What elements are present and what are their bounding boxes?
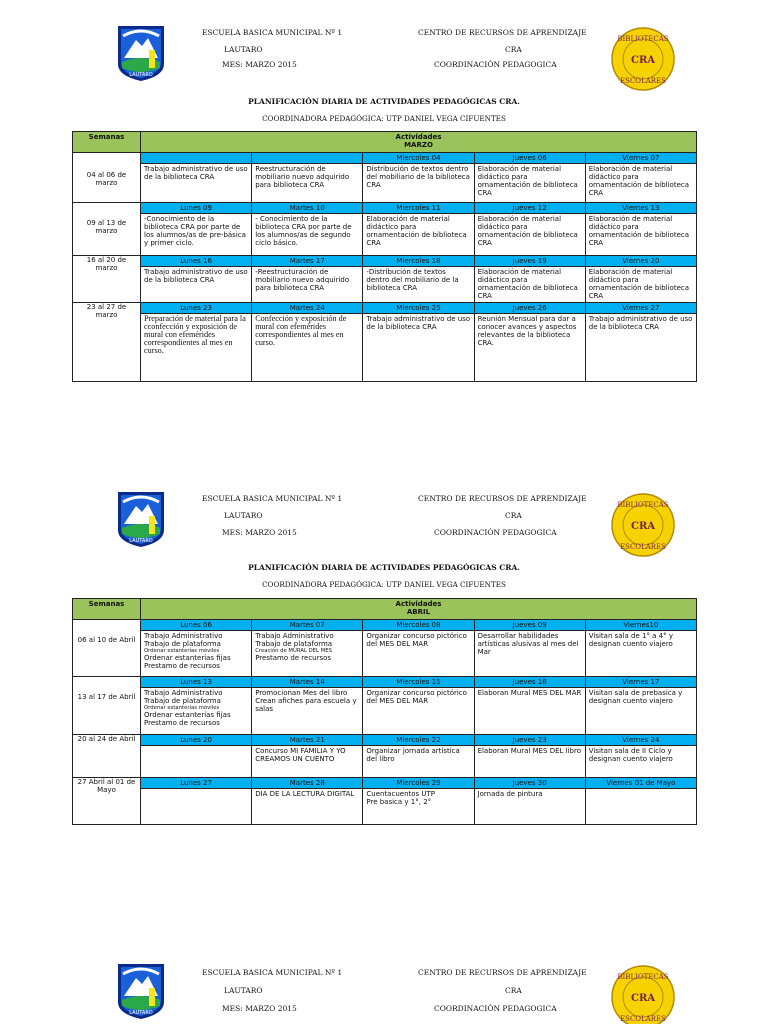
activity-line: Organizar jornada artística del libro xyxy=(366,747,460,763)
cra-seal-logo xyxy=(610,26,676,92)
activity-cell xyxy=(585,789,696,825)
activity-cell: Elaboración de material didáctico para ornamentación de biblioteca CRA xyxy=(363,214,474,256)
document-subtitle: COORDINADORA PEDAGÓGICA: UTP DANIEL VEGA CIFUENTES xyxy=(262,114,506,123)
activity-row xyxy=(73,214,697,256)
page-section-next xyxy=(0,962,768,1024)
activity-cell: Reunión Mensual para dar a conocer avances y aspectos relevantes de la biblioteca CRA. xyxy=(474,314,585,382)
cra-label: CRA xyxy=(505,986,522,995)
center-name: CENTRO DE RECURSOS DE APRENDIZAJE xyxy=(418,28,587,37)
activity-cell: Elaboración de material didáctico para ornamentación de biblioteca CRA xyxy=(585,214,696,256)
day-label: Viernes 20 xyxy=(585,256,696,267)
activity-cell: Elaboración de material didáctico para ornamentación de biblioteca CRA xyxy=(585,267,696,303)
activity-line: Crean afiches para escuela y salas xyxy=(255,697,357,713)
activity-line: Creación de MURAL DEL MES xyxy=(255,648,332,654)
document-header xyxy=(0,490,768,552)
svg-text:LAUTARO: LAUTARO xyxy=(129,538,153,544)
activity-line: Jornada de pintura xyxy=(477,790,543,798)
activity-cell xyxy=(474,746,585,778)
week-range: 04 al 06 de marzo xyxy=(73,153,141,203)
day-label: Viernes 27 xyxy=(585,303,696,314)
activity-line: Prestamo de recursos xyxy=(144,719,220,727)
activity-cell xyxy=(141,746,252,778)
activity-cell: Elaboración de material didáctico para ornamentación de biblioteca CRA xyxy=(585,164,696,203)
day-label: Jueves 26 xyxy=(474,303,585,314)
activity-line: Trabajo de plataforma xyxy=(255,640,333,648)
day-label: Lunes 13 xyxy=(141,677,252,688)
activity-row xyxy=(73,789,697,825)
activity-cell: Elaboración de material didáctico para ornamentación de biblioteca CRA xyxy=(474,214,585,256)
activity-line: Concurso MI FAMILIA Y YO CREAMOS UN CUENTO xyxy=(255,747,346,763)
activity-line: Ordenar estanterías fijas xyxy=(144,711,231,719)
activity-row xyxy=(73,746,697,778)
column-header-activities: Actividades ABRIL xyxy=(141,599,697,620)
day-label: Jueves 19 xyxy=(474,256,585,267)
day-header-row xyxy=(73,778,697,789)
activity-cell xyxy=(585,688,696,735)
activity-row xyxy=(73,631,697,677)
activity-cell xyxy=(474,789,585,825)
activity-line: DIA DE LA LECTURA DIGITAL xyxy=(255,790,355,798)
day-label: Miercoles 15 xyxy=(363,677,474,688)
activity-line: Visitan sala de 1° a 4° y designan cuento viajero xyxy=(588,632,674,648)
activity-line: Visitan sala de prebasica y designan cuento viajero xyxy=(588,689,683,705)
cra-seal-logo xyxy=(610,964,676,1024)
activity-cell xyxy=(252,688,363,735)
day-label: Jueves 09 xyxy=(474,620,585,631)
week-range: 16 al 20 de marzo xyxy=(73,256,141,303)
activity-cell xyxy=(141,688,252,735)
column-header-weeks: Semanas xyxy=(73,599,141,620)
page-section-marzo xyxy=(0,24,768,355)
activity-row xyxy=(73,314,697,382)
day-label: Miercoles 18 xyxy=(363,256,474,267)
day-label: Martes 10 xyxy=(252,203,363,214)
svg-text:CRA: CRA xyxy=(630,993,656,1004)
day-label: Lunes 06 xyxy=(141,620,252,631)
activity-line: Elaboran Mural MES DEL MAR xyxy=(477,689,582,697)
school-city: LAUTARO xyxy=(224,45,263,54)
month-label: MES: MARZO 2015 xyxy=(222,1004,297,1013)
document-header xyxy=(0,962,768,1024)
svg-text:ESCOLARES: ESCOLARES xyxy=(620,1015,666,1023)
day-label: Miercoles 25 xyxy=(363,303,474,314)
activity-cell xyxy=(363,789,474,825)
activity-line: Cuentacuentos UTP xyxy=(366,790,436,798)
activity-cell xyxy=(252,789,363,825)
document-title: PLANIFICACIÓN DIARIA DE ACTIVIDADES PEDAGÓGICAS CRA. xyxy=(248,563,520,572)
activity-line: Trabajo Administrativo xyxy=(144,632,223,640)
day-label: Martes 21 xyxy=(252,735,363,746)
activity-cell xyxy=(474,688,585,735)
day-label: Martes 07 xyxy=(252,620,363,631)
day-label: Viernes 17 xyxy=(585,677,696,688)
day-label xyxy=(252,153,363,164)
month-label: MES: MARZO 2015 xyxy=(222,60,297,69)
activity-line: Elaboran Mural MES DEL libro xyxy=(477,747,581,755)
month-label: MES: MARZO 2015 xyxy=(222,528,297,537)
activity-cell: Elaboración de material didáctico para ornamentación de biblioteca CRA xyxy=(474,267,585,303)
day-label: Miercoles 04 xyxy=(363,153,474,164)
activity-cell xyxy=(141,631,252,677)
activity-cell: - Conocimiento de la biblioteca CRA por parte de los alumnos/as de segundo ciclo básico. xyxy=(252,214,363,256)
svg-text:ESCOLARES: ESCOLARES xyxy=(620,543,666,551)
document-subtitle: COORDINADORA PEDAGÓGICA: UTP DANIEL VEGA CIFUENTES xyxy=(262,580,506,589)
day-label: Martes 28 xyxy=(252,778,363,789)
day-label: Jueves 06 xyxy=(474,153,585,164)
svg-text:BIBLIOTECAS: BIBLIOTECAS xyxy=(617,35,669,43)
day-label: Viernes 01 de Mayo xyxy=(585,778,696,789)
activity-row xyxy=(73,688,697,735)
day-header-row xyxy=(73,153,697,164)
day-label: Lunes 23 xyxy=(141,303,252,314)
activity-cell: Trabajo administrativo de uso de la biblioteca CRA xyxy=(585,314,696,382)
activity-line: Trabajo Administrativo xyxy=(255,632,334,640)
activity-cell: Preparación de material para la cconfección y exposición de mural con efemérides correspondientes al mes en curso. xyxy=(141,314,252,382)
day-label: Viernes 07 xyxy=(585,153,696,164)
svg-text:ESCOLARES: ESCOLARES xyxy=(620,77,666,85)
day-label: Jueves 30 xyxy=(474,778,585,789)
planning-table-abril xyxy=(72,598,697,825)
activity-cell: Distribución de textos dentro del mobiliario de la biblioteca CRA xyxy=(363,164,474,203)
center-name: CENTRO DE RECURSOS DE APRENDIZAJE xyxy=(418,494,587,503)
activity-cell: -Distribución de textos dentro del mobiliario de la biblioteca CRA xyxy=(363,267,474,303)
svg-text:LAUTARO: LAUTARO xyxy=(129,1010,153,1016)
activity-cell: Confección y exposición de mural con efemérides correspondientes al mes en curso. xyxy=(252,314,363,382)
activity-cell: Trabajo administrativo de uso de la biblioteca CRA xyxy=(141,164,252,203)
column-header-weeks: Semanas xyxy=(73,132,141,153)
activity-cell xyxy=(252,631,363,677)
activity-cell xyxy=(585,631,696,677)
activity-cell: Reestructuración de mobiliario nuevo adquirido para biblioteca CRA xyxy=(252,164,363,203)
svg-text:LAUTARO: LAUTARO xyxy=(129,72,153,78)
day-label: Jueves 23 xyxy=(474,735,585,746)
activity-line: Trabajo Administrativo xyxy=(144,689,223,697)
day-label: Lunes 09 xyxy=(141,203,252,214)
activity-cell: -Conocimiento de la biblioteca CRA por parte de los alumnos/as de pre-básica y primer ciclo. xyxy=(141,214,252,256)
activity-line: Trabajo de plataforma xyxy=(144,697,221,705)
day-label: Jueves 12 xyxy=(474,203,585,214)
cra-seal-logo xyxy=(610,492,676,558)
week-range: 27 Abril al 01 de Mayo xyxy=(73,778,141,825)
activity-cell xyxy=(585,746,696,778)
coordination-label: COORDINACIÓN PEDAGOGICA xyxy=(434,1004,557,1013)
page-section-abril xyxy=(0,490,768,806)
activity-cell xyxy=(252,746,363,778)
day-label: Miercoles 22 xyxy=(363,735,474,746)
svg-text:BIBLIOTECAS: BIBLIOTECAS xyxy=(617,973,669,981)
activity-cell xyxy=(474,631,585,677)
table-header-row xyxy=(73,599,697,620)
day-label: Viernes 24 xyxy=(585,735,696,746)
day-label: Miercoles 29 xyxy=(363,778,474,789)
column-header-activities: Actividades MARZO xyxy=(141,132,697,153)
center-name: CENTRO DE RECURSOS DE APRENDIZAJE xyxy=(418,968,587,977)
school-logo xyxy=(116,962,166,1020)
school-logo xyxy=(116,490,166,548)
school-logo xyxy=(116,24,166,82)
activity-line: Prestamo de recursos xyxy=(144,662,220,670)
school-city: LAUTARO xyxy=(224,986,263,995)
day-header-row xyxy=(73,677,697,688)
school-name: ESCUELA BASICA MUNICIPAL Nº 1 xyxy=(202,494,343,503)
document-title: PLANIFICACIÓN DIARIA DE ACTIVIDADES PEDAGÓGICAS CRA. xyxy=(248,97,520,106)
day-label: Lunes 20 xyxy=(141,735,252,746)
planning-table-marzo xyxy=(72,131,697,382)
activity-line: Ordenar estanterías fijas xyxy=(144,654,231,662)
day-header-row xyxy=(73,620,697,631)
activity-row xyxy=(73,164,697,203)
day-label: Viernes 13 xyxy=(585,203,696,214)
activity-line: Ordenar estanterías móviles xyxy=(144,705,220,711)
activity-line: Trabajo de plataforma xyxy=(144,640,221,648)
week-range: 13 al 17 de Abril xyxy=(73,677,141,735)
school-name: ESCUELA BASICA MUNICIPAL Nº 1 xyxy=(202,28,343,37)
svg-text:CRA: CRA xyxy=(630,55,656,66)
day-header-row xyxy=(73,735,697,746)
day-header-row xyxy=(73,203,697,214)
day-header-row xyxy=(73,303,697,314)
activity-cell xyxy=(363,688,474,735)
coordination-label: COORDINACIÓN PEDAGOGICA xyxy=(434,528,557,537)
activity-cell: -Reestructuración de mobiliario nuevo adquirido para biblioteca CRA xyxy=(252,267,363,303)
day-label: Miercoles 08 xyxy=(363,620,474,631)
activity-cell xyxy=(363,746,474,778)
activity-line: Pre basica y 1°, 2° xyxy=(366,798,432,806)
activity-line: Desarrollar habilidades artísticas alusivas al mes del Mar xyxy=(477,632,579,656)
activity-cell: Trabajo administrativo de uso de la biblioteca CRA xyxy=(363,314,474,382)
week-range: 23 al 27 de marzo xyxy=(73,303,141,382)
day-label: Martes 24 xyxy=(252,303,363,314)
coordination-label: COORDINACIÓN PEDAGOGICA xyxy=(434,60,557,69)
svg-text:BIBLIOTECAS: BIBLIOTECAS xyxy=(617,501,669,509)
day-label: Martes 17 xyxy=(252,256,363,267)
day-label: Viernes10 xyxy=(585,620,696,631)
document-header xyxy=(0,24,768,86)
activity-line: Visitan sala de II Ciclo y designan cuento viajero xyxy=(588,747,673,763)
day-label: Miercoles 11 xyxy=(363,203,474,214)
activity-cell: Trabajo administrativo de uso de la biblioteca CRA xyxy=(141,267,252,303)
day-header-row xyxy=(73,256,697,267)
activity-line: Organizar concurso pictórico del MES DEL MAR xyxy=(366,689,467,705)
week-range: 20 al 24 de Abril xyxy=(73,735,141,778)
activity-cell: Elaboración de material didáctico para ornamentación de biblioteca CRA xyxy=(474,164,585,203)
activity-line: Ordenar estanterías móviles xyxy=(144,648,220,654)
week-range: 09 al 13 de marzo xyxy=(73,203,141,256)
day-label: Lunes 16 xyxy=(141,256,252,267)
day-label: Martes 14 xyxy=(252,677,363,688)
activity-line: Prestamo de recursos xyxy=(255,654,332,662)
table-header-row xyxy=(73,132,697,153)
day-label: Lunes 27 xyxy=(141,778,252,789)
cra-label: CRA xyxy=(505,511,522,520)
activity-cell xyxy=(141,789,252,825)
day-label: Jueves 16 xyxy=(474,677,585,688)
svg-text:CRA: CRA xyxy=(630,521,656,532)
week-range: 06 al 10 de Abril xyxy=(73,620,141,677)
activity-line: Organizar concurso pictórico del MES DEL MAR xyxy=(366,632,467,648)
activity-cell xyxy=(363,631,474,677)
school-name: ESCUELA BASICA MUNICIPAL Nº 1 xyxy=(202,968,343,977)
school-city: LAUTARO xyxy=(224,511,263,520)
day-label xyxy=(141,153,252,164)
activity-line: Promocionan Mes del libro xyxy=(255,689,348,697)
cra-label: CRA xyxy=(505,45,522,54)
activity-row xyxy=(73,267,697,303)
